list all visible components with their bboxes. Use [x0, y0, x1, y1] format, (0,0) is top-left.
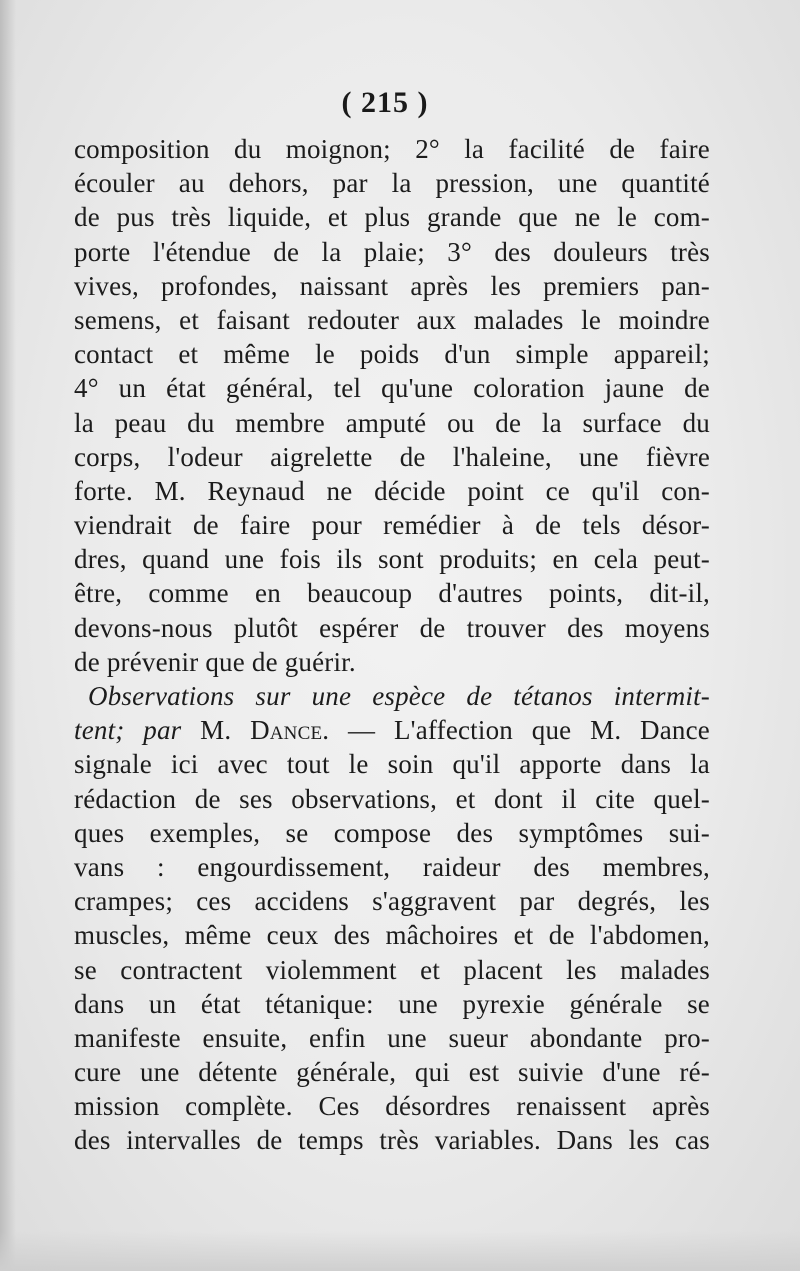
text-span: vives, profondes, naissant après les premiers pan- [74, 270, 710, 301]
text-span: Dance [250, 715, 323, 746]
text-line [74, 269, 710, 303]
text-span: composition du moignon; 2° la facilité de faire [74, 134, 710, 164]
text-line [74, 987, 710, 1021]
text-span: corps, l'odeur aigrelette de l'haleine, une fièvre [74, 441, 710, 472]
text-span: 4° un état général, tel qu'une coloration jaune de [74, 373, 710, 404]
text-line [74, 371, 710, 405]
text-span: mission complète. Ces désordres renaissent après [74, 1091, 710, 1122]
text-line [74, 508, 710, 542]
text-span: la peau du membre amputé ou de la surface du [74, 407, 710, 438]
text-span: M. [200, 715, 251, 746]
text-line [74, 406, 710, 440]
text-span: porte l'étendue de la plaie; 3° des douleurs très [74, 236, 710, 267]
text-span: dans un état tétanique: une pyrexie générale se [74, 988, 710, 1019]
text-line [74, 816, 710, 850]
text-line [74, 1089, 710, 1123]
text-span: rédaction de ses observations, et dont il cite quel- [74, 783, 710, 814]
text-line [74, 440, 710, 474]
text-span: de prévenir que de guérir. [74, 646, 356, 677]
text-span: vans : engourdissement, raideur des membres, [74, 851, 710, 882]
text-line [74, 918, 710, 952]
text-span: se contractent violemment et placent les malades [74, 954, 710, 985]
text-line [74, 576, 710, 610]
text-span: signale ici avec tout le soin qu'il apporte dans la [74, 749, 710, 780]
text-span: tent; par [74, 715, 201, 746]
text-line [74, 200, 710, 234]
text-line [74, 235, 710, 269]
text-span: semens, et faisant redouter aux malades le moindre [74, 304, 710, 335]
text-line [74, 337, 710, 371]
text-span: être, comme en beaucoup d'autres points, dit-il, [74, 578, 710, 609]
text-span: écouler au dehors, par la pression, une quantité [74, 168, 710, 199]
text-line [74, 747, 710, 781]
text-span: manifeste ensuite, enfin une sueur abondante pro- [74, 1022, 710, 1053]
text-line [74, 679, 710, 713]
text-line [74, 782, 710, 816]
text-line [74, 1123, 710, 1157]
text-span: contact et même le poids d'un simple appareil; [74, 339, 710, 370]
text-span: Observations sur une espèce de tétanos intermit- [88, 681, 710, 711]
text-span: des intervalles de temps très variables. Dans les cas [74, 1125, 710, 1156]
text-span: devons-nous plutôt espérer de trouver des moyens [74, 612, 710, 643]
text-line [74, 611, 710, 645]
page-number-header: ( 215 ) [341, 86, 429, 119]
text-span: muscles, même ceux des mâchoires et de l'abdomen, [74, 920, 710, 951]
text-line [74, 132, 710, 166]
body-text [74, 132, 710, 1158]
text-span: crampes; ces accidens s'aggravent par degrés, les [74, 886, 710, 917]
text-line [74, 850, 710, 884]
page-bottom-shadow [0, 1231, 800, 1271]
page-edge-shadow [0, 0, 16, 1271]
text-line [74, 166, 710, 200]
text-line [74, 474, 710, 508]
text-span: dres, quand une fois ils sont produits; en cela peut- [74, 544, 710, 575]
text-line [74, 713, 710, 747]
text-span: cure une détente générale, qui est suivie d'une ré- [74, 1057, 710, 1088]
text-span: . — L'affection que M. Dance [322, 715, 710, 746]
text-line [74, 645, 710, 679]
text-span: ques exemples, se compose des symptômes sui- [74, 817, 710, 848]
text-line [74, 884, 710, 918]
text-span: viendrait de faire pour remédier à de tels désor- [74, 510, 710, 541]
text-span: forte. M. Reynaud ne décide point ce qu'il con- [74, 475, 710, 506]
text-line [74, 303, 710, 337]
text-line [74, 1055, 710, 1089]
text-line [74, 542, 710, 576]
text-line [74, 1021, 710, 1055]
text-line [74, 953, 710, 987]
text-span: de pus très liquide, et plus grande que ne le com- [74, 202, 710, 233]
